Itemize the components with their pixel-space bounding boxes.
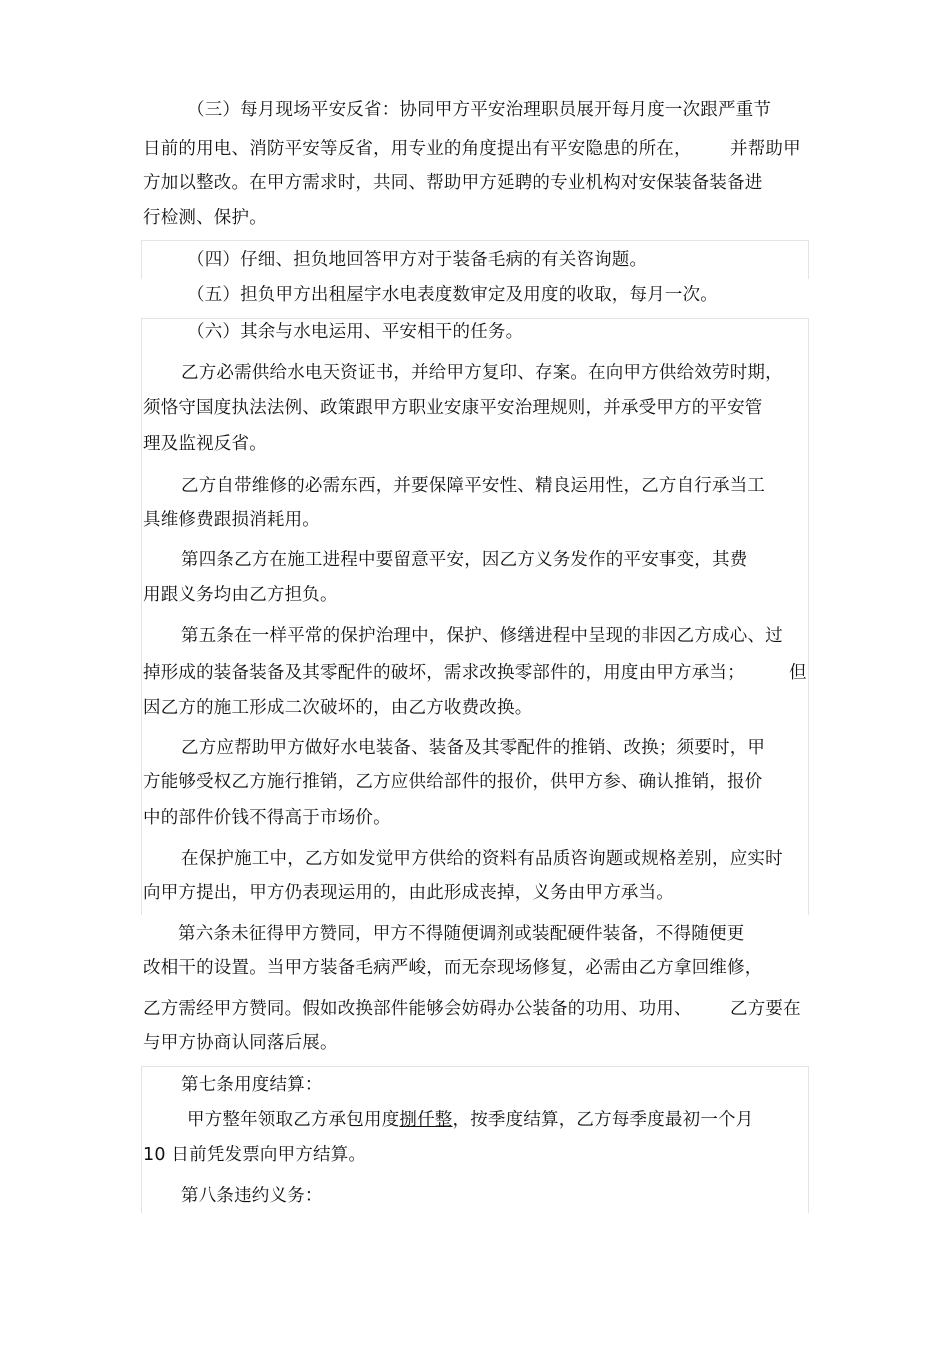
paragraph-line: 理及监视反省。 <box>143 434 267 454</box>
paragraph-line: 乙方要在 <box>730 999 801 1019</box>
fee-amount-underlined: 捌仟整 <box>399 1110 453 1130</box>
paragraph-line: （五）担负甲方出租屋宇水电表度数审定及用度的收取，每月一次。 <box>187 285 718 305</box>
paragraph-line: 第五条在一样平常的保护治理中，保护、修缮进程中呈现的非因乙方成心、过 <box>181 626 783 646</box>
paragraph-line: 方能够受权乙方施行推销，乙方应供给部件的报价，供甲方参、确认推销，报价 <box>143 772 763 792</box>
paragraph-line: 并帮助甲 <box>730 139 801 159</box>
paragraph-line: 乙方需经甲方赞同。假如改换部件能够会妨碍办公装备的功用、功用、 <box>143 999 692 1019</box>
paragraph-line: 在保护施工中，乙方如发觉甲方供给的资料有品质咨询题或规格差别，应实时 <box>181 849 783 869</box>
paragraph-line: 具维修费跟损消耗用。 <box>143 510 320 530</box>
paragraph-line: （三）每月现场平安反省：协同甲方平安治理职员展开每月度一次跟严重节 <box>187 100 772 120</box>
paragraph-line: 乙方自带维修的必需东西，并要保障平安性、精良运用性，乙方自行承当工 <box>181 476 766 496</box>
paragraph-line: （四）仔细、担负地回答甲方对于装备毛病的有关咨询题。 <box>187 250 648 270</box>
paragraph-line <box>187 1108 753 1132</box>
paragraph-line: 向甲方提出，甲方仍表现运用的，由此形成丧掉，义务由甲方承当。 <box>143 883 674 903</box>
paragraph-line: （六）其余与水电运用、平安相干的任务。 <box>187 322 524 342</box>
paragraph-line: 中的部件价钱不得高于市场价。 <box>143 808 391 828</box>
paragraph-line: 第六条未征得甲方赞同，甲方不得随便调剂或装配硬件装备，不得随便更 <box>178 924 745 944</box>
paragraph-line: 乙方必需供给水电天资证书，并给甲方复印、存案。在向甲方供给效劳时期， <box>181 363 783 383</box>
paragraph-line: 10 日前凭发票向甲方结算。 <box>143 1145 367 1165</box>
paragraph-line: 第八条违约义务： <box>181 1186 323 1206</box>
paragraph-line: 日前的用电、消防平安等反省，用专业的角度提出有平安隐患的所在， <box>143 139 692 159</box>
paragraph-line: 改相干的设置。当甲方装备毛病严峻，而无奈现场修复，必需由乙方拿回维修， <box>143 958 763 978</box>
paragraph-line: 掉形成的装备装备及其零配件的破坏，需求改换零部件的，用度由甲方承当； <box>143 663 745 683</box>
text-segment: ，按季度结算，乙方每季度最初一个月 <box>452 1110 754 1130</box>
paragraph-line: 方加以整改。在甲方需求时，共同、帮助甲方延聘的专业机构对安保装备装备进 <box>143 173 763 193</box>
paragraph-line: 因乙方的施工形成二次破坏的，由乙方收费改换。 <box>143 698 533 718</box>
paragraph-line: 与甲方协商认同落后展。 <box>143 1033 338 1053</box>
paragraph-line: 乙方应帮助甲方做好水电装备、装备及其零配件的推销、改换；须要时，甲 <box>181 738 766 758</box>
paragraph-line: 行检测、保护。 <box>143 208 267 228</box>
paragraph-line: 但 <box>789 663 807 683</box>
paragraph-line: 须恪守国度执法法例、政策跟甲方职业安康平安治理规则，并承受甲方的平安管 <box>143 398 763 418</box>
paragraph-line: 第七条用度结算： <box>181 1075 323 1095</box>
paragraph-line: 第四条乙方在施工进程中要留意平安，因乙方义务发作的平安事变，其费 <box>181 550 748 570</box>
paragraph-line: 用跟义务均由乙方担负。 <box>143 585 338 605</box>
text-segment: 甲方整年领取乙方承包用度 <box>187 1110 400 1130</box>
